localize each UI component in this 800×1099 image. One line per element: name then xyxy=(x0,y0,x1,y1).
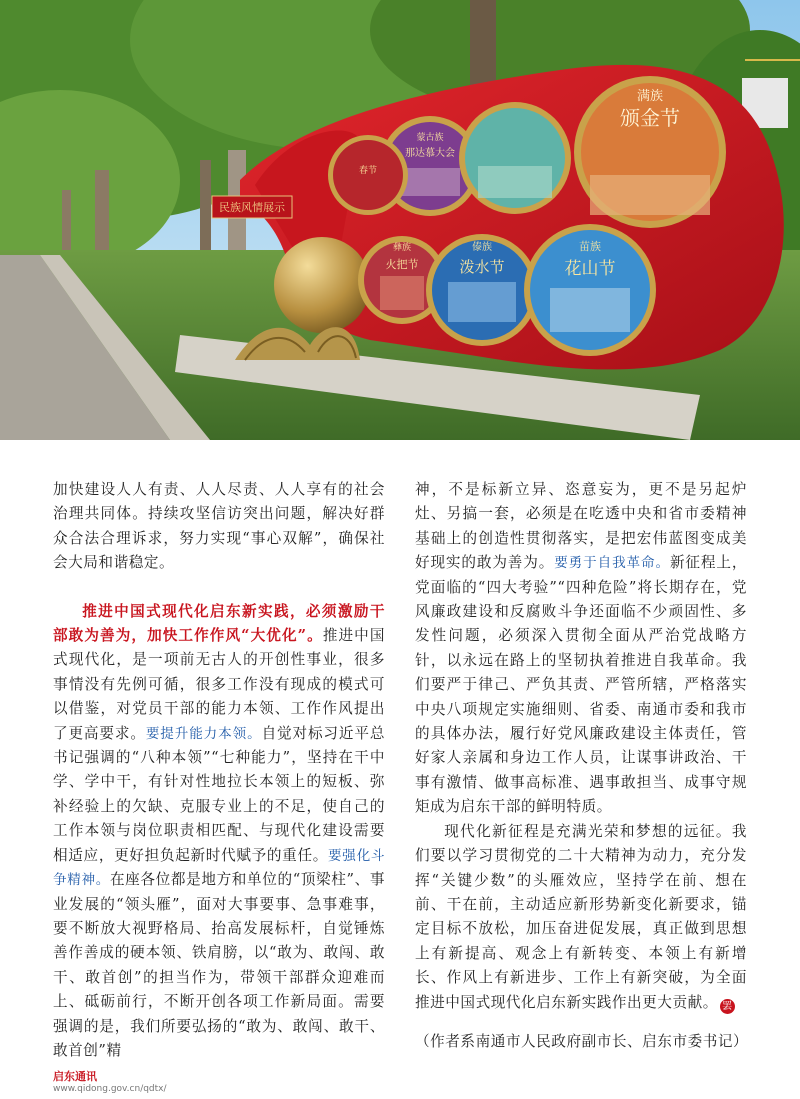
svg-text:彝族: 彝族 xyxy=(392,243,412,253)
article-column-left xyxy=(53,478,385,1063)
svg-text:火把节: 火把节 xyxy=(385,258,419,271)
medallion-manchu xyxy=(574,76,726,228)
highlight-phrase: 要勇于自我革命。 xyxy=(554,555,670,572)
svg-text:花山节: 花山节 xyxy=(564,259,616,279)
paragraph: 现代化新征程是充满光荣和梦想的远征。我们要以学习贯彻党的二十大精神为动力，充分发挥“关键少数”的头雁效应，坚持学在前、想在前、干在前，主动适应新形势新变化新要求，锚定目标不放松，加压奋进促发展，真正做到思想上有新提高、观念上有新转变、本领上有新增长、作风上有新进步、工作上有新突破，为全面推进中国式现代化启东新实践作出更大贡献。 罢 xyxy=(415,822,747,1012)
svg-text:傣族: 傣族 xyxy=(472,242,492,253)
svg-text:苗族: 苗族 xyxy=(579,240,601,253)
medallion-dai xyxy=(426,234,538,346)
paragraph-lead: 推进中国式现代化启东新实践，必须激励干部敢为善为，加快工作作风“大优化”。 xyxy=(53,602,385,645)
medallion-teal xyxy=(459,102,571,214)
highlight-phrase: 要强化斗争精神。 xyxy=(53,847,385,889)
paragraph: 神，不是标新立异、恣意妄为，更不是另起炉灶、另搞一套，必须是在吃透中央和省市委精神基础上的创造性贯彻落实，是把宏伟蓝图变成美好现实的敢为善为。要勇于自我革命。新征程上，党面临的“四大考验”“四种危险”将长期存在，党风廉政建设和反腐败斗争还面临不少顽固性、多发性问题，必须深入贯彻全面从严治党战略方针，以永远在路上的坚韧执着推进自我革命。我们要严于律己、严负其责、严管所辖，严格落实中央八项规定实施细则、省委、南通市委和我市的具体办法，履行好党风廉政建设主体责任，管好家人亲属和身边工作人员，让谋事讲政治、干事有激情、做事高标准、遇事敢担当、成事守规矩成为启东干部的鲜明特质。 xyxy=(415,481,747,816)
publication-name: 启东通讯 xyxy=(53,1070,97,1083)
medallion-spring xyxy=(328,135,408,215)
paragraph: 加快建设人人有责、人人尽责、人人享有的社会治理共同体。持续攻坚信访突出问题，解决好群众合法合理诉求，努力实现“事心双解”，确保社会大局和谐稳定。 xyxy=(53,481,385,572)
svg-text:那达慕大会: 那达慕大会 xyxy=(405,148,455,159)
svg-text:满族: 满族 xyxy=(636,89,664,104)
end-mark-icon: 罢 xyxy=(720,999,735,1014)
medallion-miao xyxy=(524,224,656,356)
highlight-phrase: 要提升能力本领。 xyxy=(145,725,262,742)
author-note: （作者系南通市人民政府副市长、启东市委书记） xyxy=(415,1033,749,1050)
publication-url[interactable]: www.qidong.gov.cn/qdtx/ xyxy=(53,1084,167,1094)
svg-text:颁金节: 颁金节 xyxy=(620,106,680,130)
article-column-right xyxy=(415,478,747,1015)
svg-text:春节: 春节 xyxy=(358,166,378,176)
page-footer xyxy=(53,1070,167,1095)
header-photo xyxy=(0,0,800,440)
svg-text:泼水节: 泼水节 xyxy=(459,258,505,276)
paragraph: 推进中国式现代化启东新实践，必须激励干部敢为善为，加快工作作风“大优化”。推进中国式现代化，是一项前无古人的开创性事业，很多事情没有先例可循，很多工作没有现成的模式可以借鉴，对党员干部的能力本领、工作作风提出了更高要求。要提升能力本领。自觉对标习近平总书记强调的“八种本领”“七种能力”，坚持在干中学、学中干，有针对性地拉长本领上的短板、弥补经验上的欠缺、克服专业上的不足，使自己的工作本领与岗位职责相匹配、与现代化建设需要相适应，更好担负起新时代赋予的重任。要强化斗争精神。在座各位都是地方和单位的“顶梁柱”、事业发展的“领头雁”，面对大事要事、急事难事，要不断放大视野格局、抬高发展标杆，自觉锤炼善作善成的硬本领、铁肩膀，以“敢为、敢闯、敢干、敢首创”的担当作为，带领干部群众迎难而上、砥砺前行，不断开创各项工作新局面。需要强调的是，我们所要弘扬的“敢为、敢闯、敢干、敢首创”精 xyxy=(53,602,386,1059)
ethnic-festival-display-photo xyxy=(0,0,800,440)
board-title: 民族风情展示 xyxy=(219,201,285,214)
svg-text:蒙古族: 蒙古族 xyxy=(416,133,444,143)
